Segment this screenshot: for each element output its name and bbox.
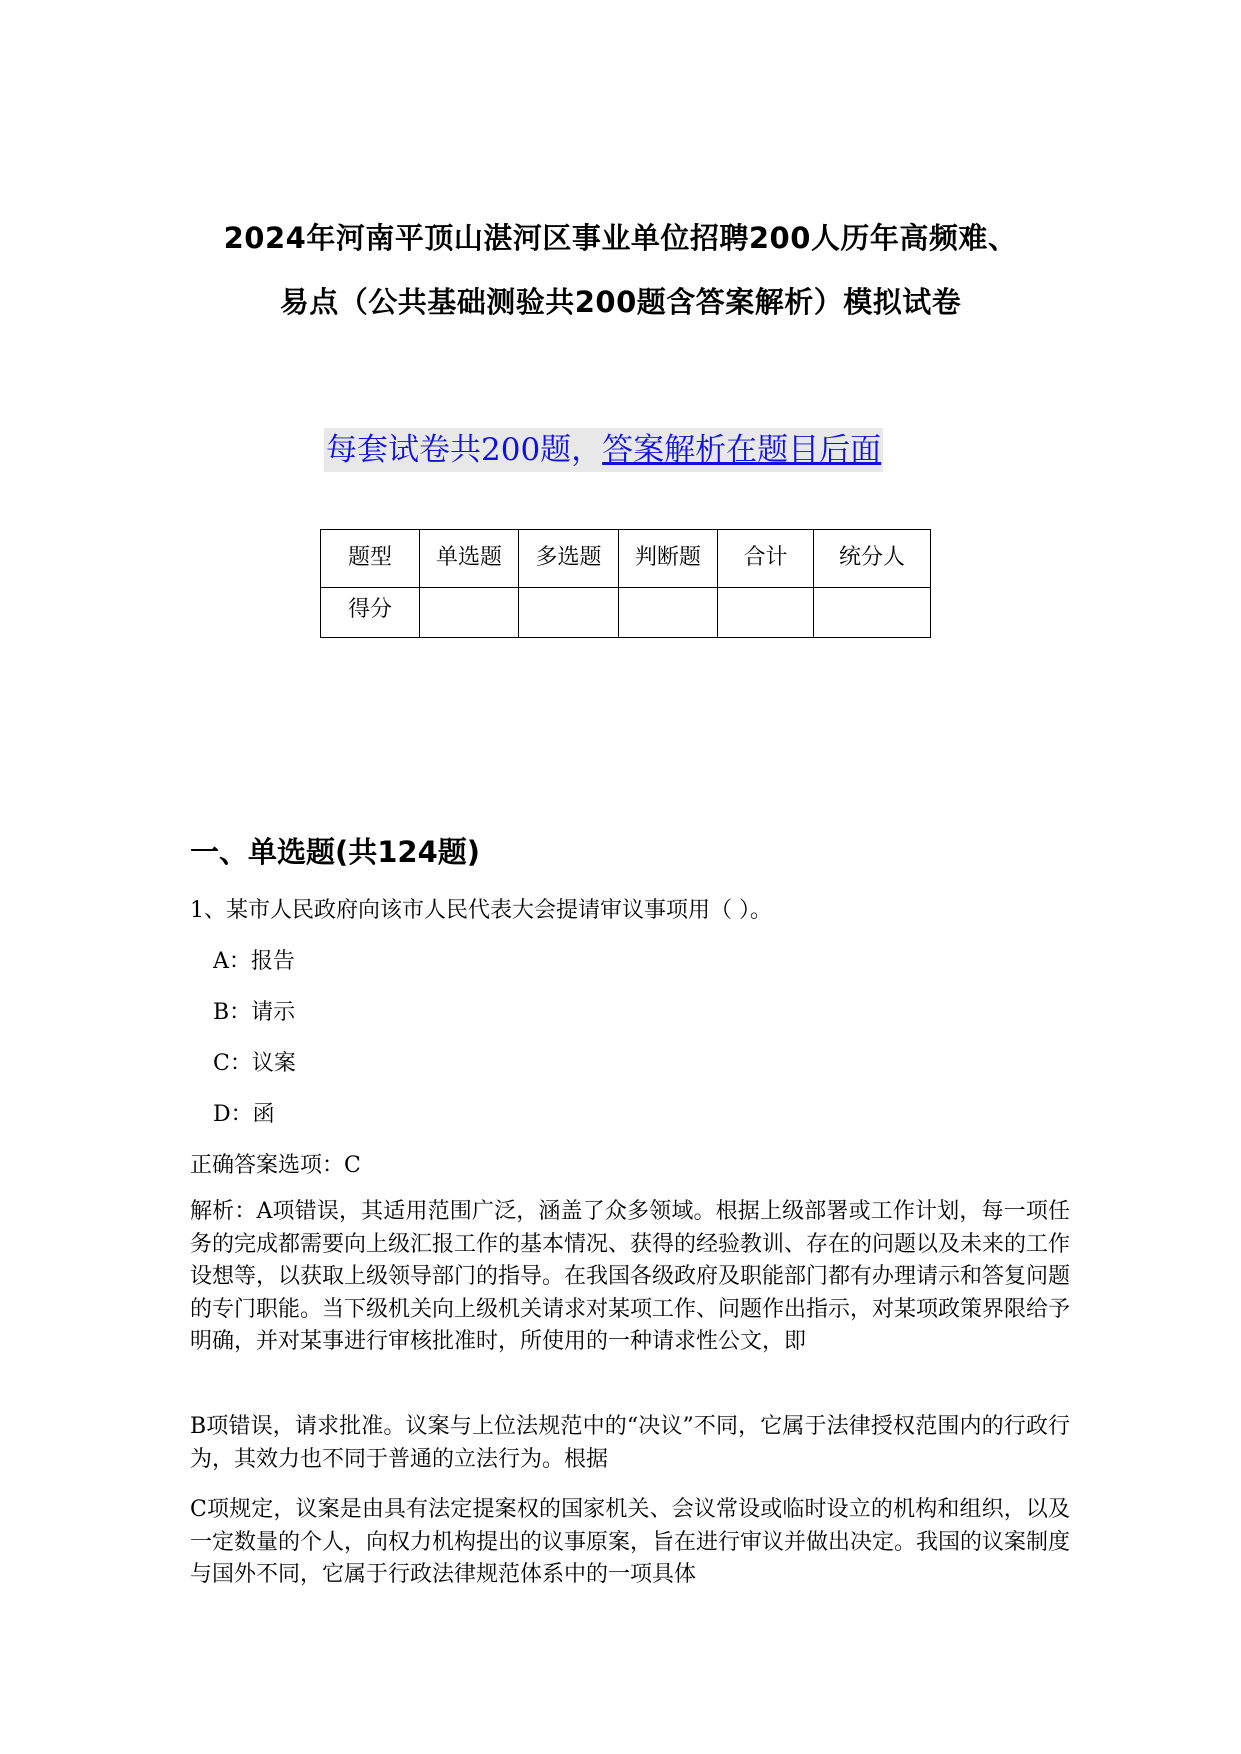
analysis-paragraph-3: C项规定，议案是由具有法定提案权的国家机关、会议常设或临时设立的机构和组织，以及一定数量的个人，向权力机构提出的议事原案，旨在进行审议并做出决定。我国的议案制度与国外不同，它属于行政法律规范体系中的一项具体 — [190, 1497, 1071, 1587]
question-stem: 1、某市人民政府向该市人民代表大会提请审议事项用（ ）。 — [190, 898, 772, 923]
header-cell-type: 题型 — [321, 530, 420, 588]
score-cell-total[interactable] — [718, 588, 814, 638]
option-b: B：请示 — [213, 1000, 296, 1025]
header-cell-multi: 多选题 — [519, 530, 619, 588]
header-cell-total: 合计 — [718, 530, 814, 588]
option-c: C：议案 — [213, 1051, 296, 1076]
score-cell-judge[interactable] — [619, 588, 718, 638]
score-cell-multi[interactable] — [519, 588, 619, 638]
header-cell-single: 单选题 — [420, 530, 519, 588]
analysis-paragraph-1: 解析：A项错误，其适用范围广泛，涵盖了众多领域。根据上级部署或工作计划，每一项任务的完成都需要向上级汇报工作的基本情况、获得的经验教训、存在的问题以及未来的工作设想等，以获取上级领导部门的指导。在我国各级政府及职能部门都有办理请示和答复问题的专门职能。当下级机关向上级机关请求对某项工作、问题作出指示，对某项政策界限给予明确，并对某事进行审核批准时，所使用的一种请求性公文，即 — [190, 1199, 1071, 1354]
row-label-score: 得分 — [321, 588, 420, 638]
score-table-score-row — [321, 588, 931, 638]
option-a: A：报告 — [213, 949, 295, 974]
correct-answer: 正确答案选项：C — [190, 1153, 361, 1178]
score-table — [320, 529, 931, 638]
score-cell-single[interactable] — [420, 588, 519, 638]
header-cell-judge: 判断题 — [619, 530, 718, 588]
banner-text: 每套试卷共200题， — [326, 432, 603, 468]
option-d: D：函 — [213, 1102, 275, 1127]
instruction-banner — [324, 428, 883, 472]
header-cell-grader: 统分人 — [814, 530, 931, 588]
banner-link[interactable]: 答案解析在题目后面 — [602, 432, 882, 468]
document-title-line-2: 易点（公共基础测验共200题含答案解析）模拟试卷 — [279, 285, 962, 319]
analysis-paragraph-2: B项错误，请求批准。议案与上位法规范中的“决议”不同，它属于法律授权范围内的行政行为，其效力也不同于普通的立法行为。根据 — [190, 1414, 1070, 1472]
score-table-header-row — [321, 530, 931, 588]
section-heading: 一、单选题(共124题) — [190, 835, 481, 869]
document-title-line-1: 2024年河南平顶山湛河区事业单位招聘200人历年高频难、 — [223, 221, 1018, 255]
score-cell-grader[interactable] — [814, 588, 931, 638]
